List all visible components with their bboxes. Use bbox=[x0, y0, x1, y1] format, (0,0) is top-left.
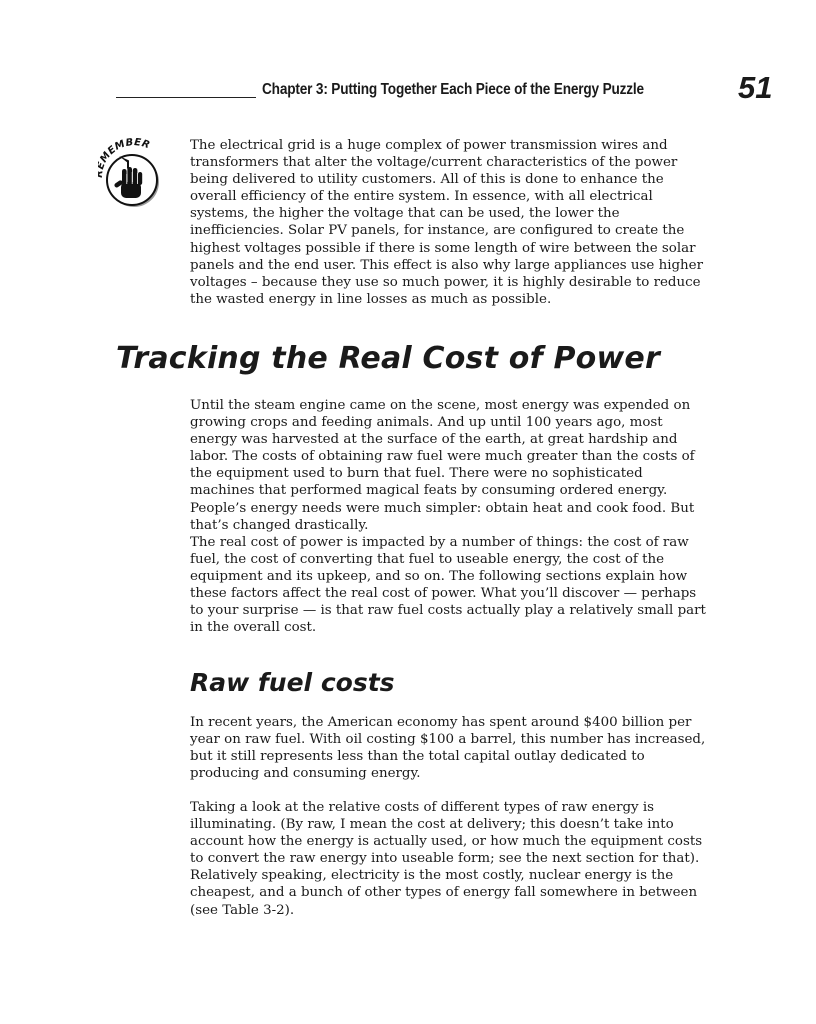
running-header-chapter-title: Chapter 3: Putting Together Each Piece of the Energy Puzzle bbox=[262, 81, 644, 98]
subsection-paragraph: Taking a look at the relative costs of different types of raw energy is illuminating. (By raw, I mean the cost at delivery; this doesn’t take into account how the energy is actually used, or how much the equipment costs to convert the raw energy into useable form; see the next section for that). Relatively speaking, electricity is the most costly, nuclear energy is the cheapest, and a bunch of other types of energy fall somewhere in between (see Table 3-2). bbox=[190, 800, 703, 918]
subsection-heading: Raw fuel costs bbox=[190, 668, 395, 697]
section-paragraph: The real cost of power is impacted by a number of things: the cost of raw fuel, the cost of converting that fuel to useable energy, the cost of the equipment and its upkeep, and so on. The following sections explain how these factors affect the real cost of power. What you’ll discover — perhaps to your surprise — is that raw fuel costs actually play a relatively small part in the overall cost. bbox=[190, 535, 706, 636]
subsection-paragraph: In recent years, the American economy has spent around $400 billion per year on raw fuel. With oil costing $100 a barrel, this number has increased, but it still represents less than the total capital outlay dedicated to producing and consuming energy. bbox=[190, 715, 706, 782]
section-paragraph: Until the steam engine came on the scene, most energy was expended on growing crops and feeding animals. And up until 100 years ago, most energy was harvested at the surface of the earth, at great hardship and labor. The costs of obtaining raw fuel were much greater than the costs of the equipment used to burn that fuel. There were no sophisticated machines that performed magical feats by consuming ordered energy. People’s energy needs were much simpler: obtain heat and cook food. But that’s changed drastically. bbox=[190, 398, 695, 533]
remember-icon bbox=[98, 138, 170, 214]
remember-paragraph: The electrical grid is a huge complex of power transmission wires and transformers that alter the voltage/current characteristics of the power being delivered to utility customers. All of this is done to enhance the overall efficiency of the entire system. In essence, with all electrical systems, the higher the voltage that can be used, the lower the inefficiencies. Solar PV panels, for instance, are configured to create the highest voltages possible if there is some length of wire between the solar panels and the end user. This effect is also why large appliances use higher voltages – because they use so much power, it is highly desirable to reduce the wasted energy in line losses as much as possible. bbox=[190, 138, 703, 307]
section-heading: Tracking the Real Cost of Power bbox=[116, 341, 660, 376]
remember-icon-graphic bbox=[98, 138, 170, 214]
remember-icon-label: MEMBER bbox=[98, 138, 152, 165]
page-number: 51 bbox=[738, 70, 773, 105]
header-rule bbox=[116, 97, 256, 98]
